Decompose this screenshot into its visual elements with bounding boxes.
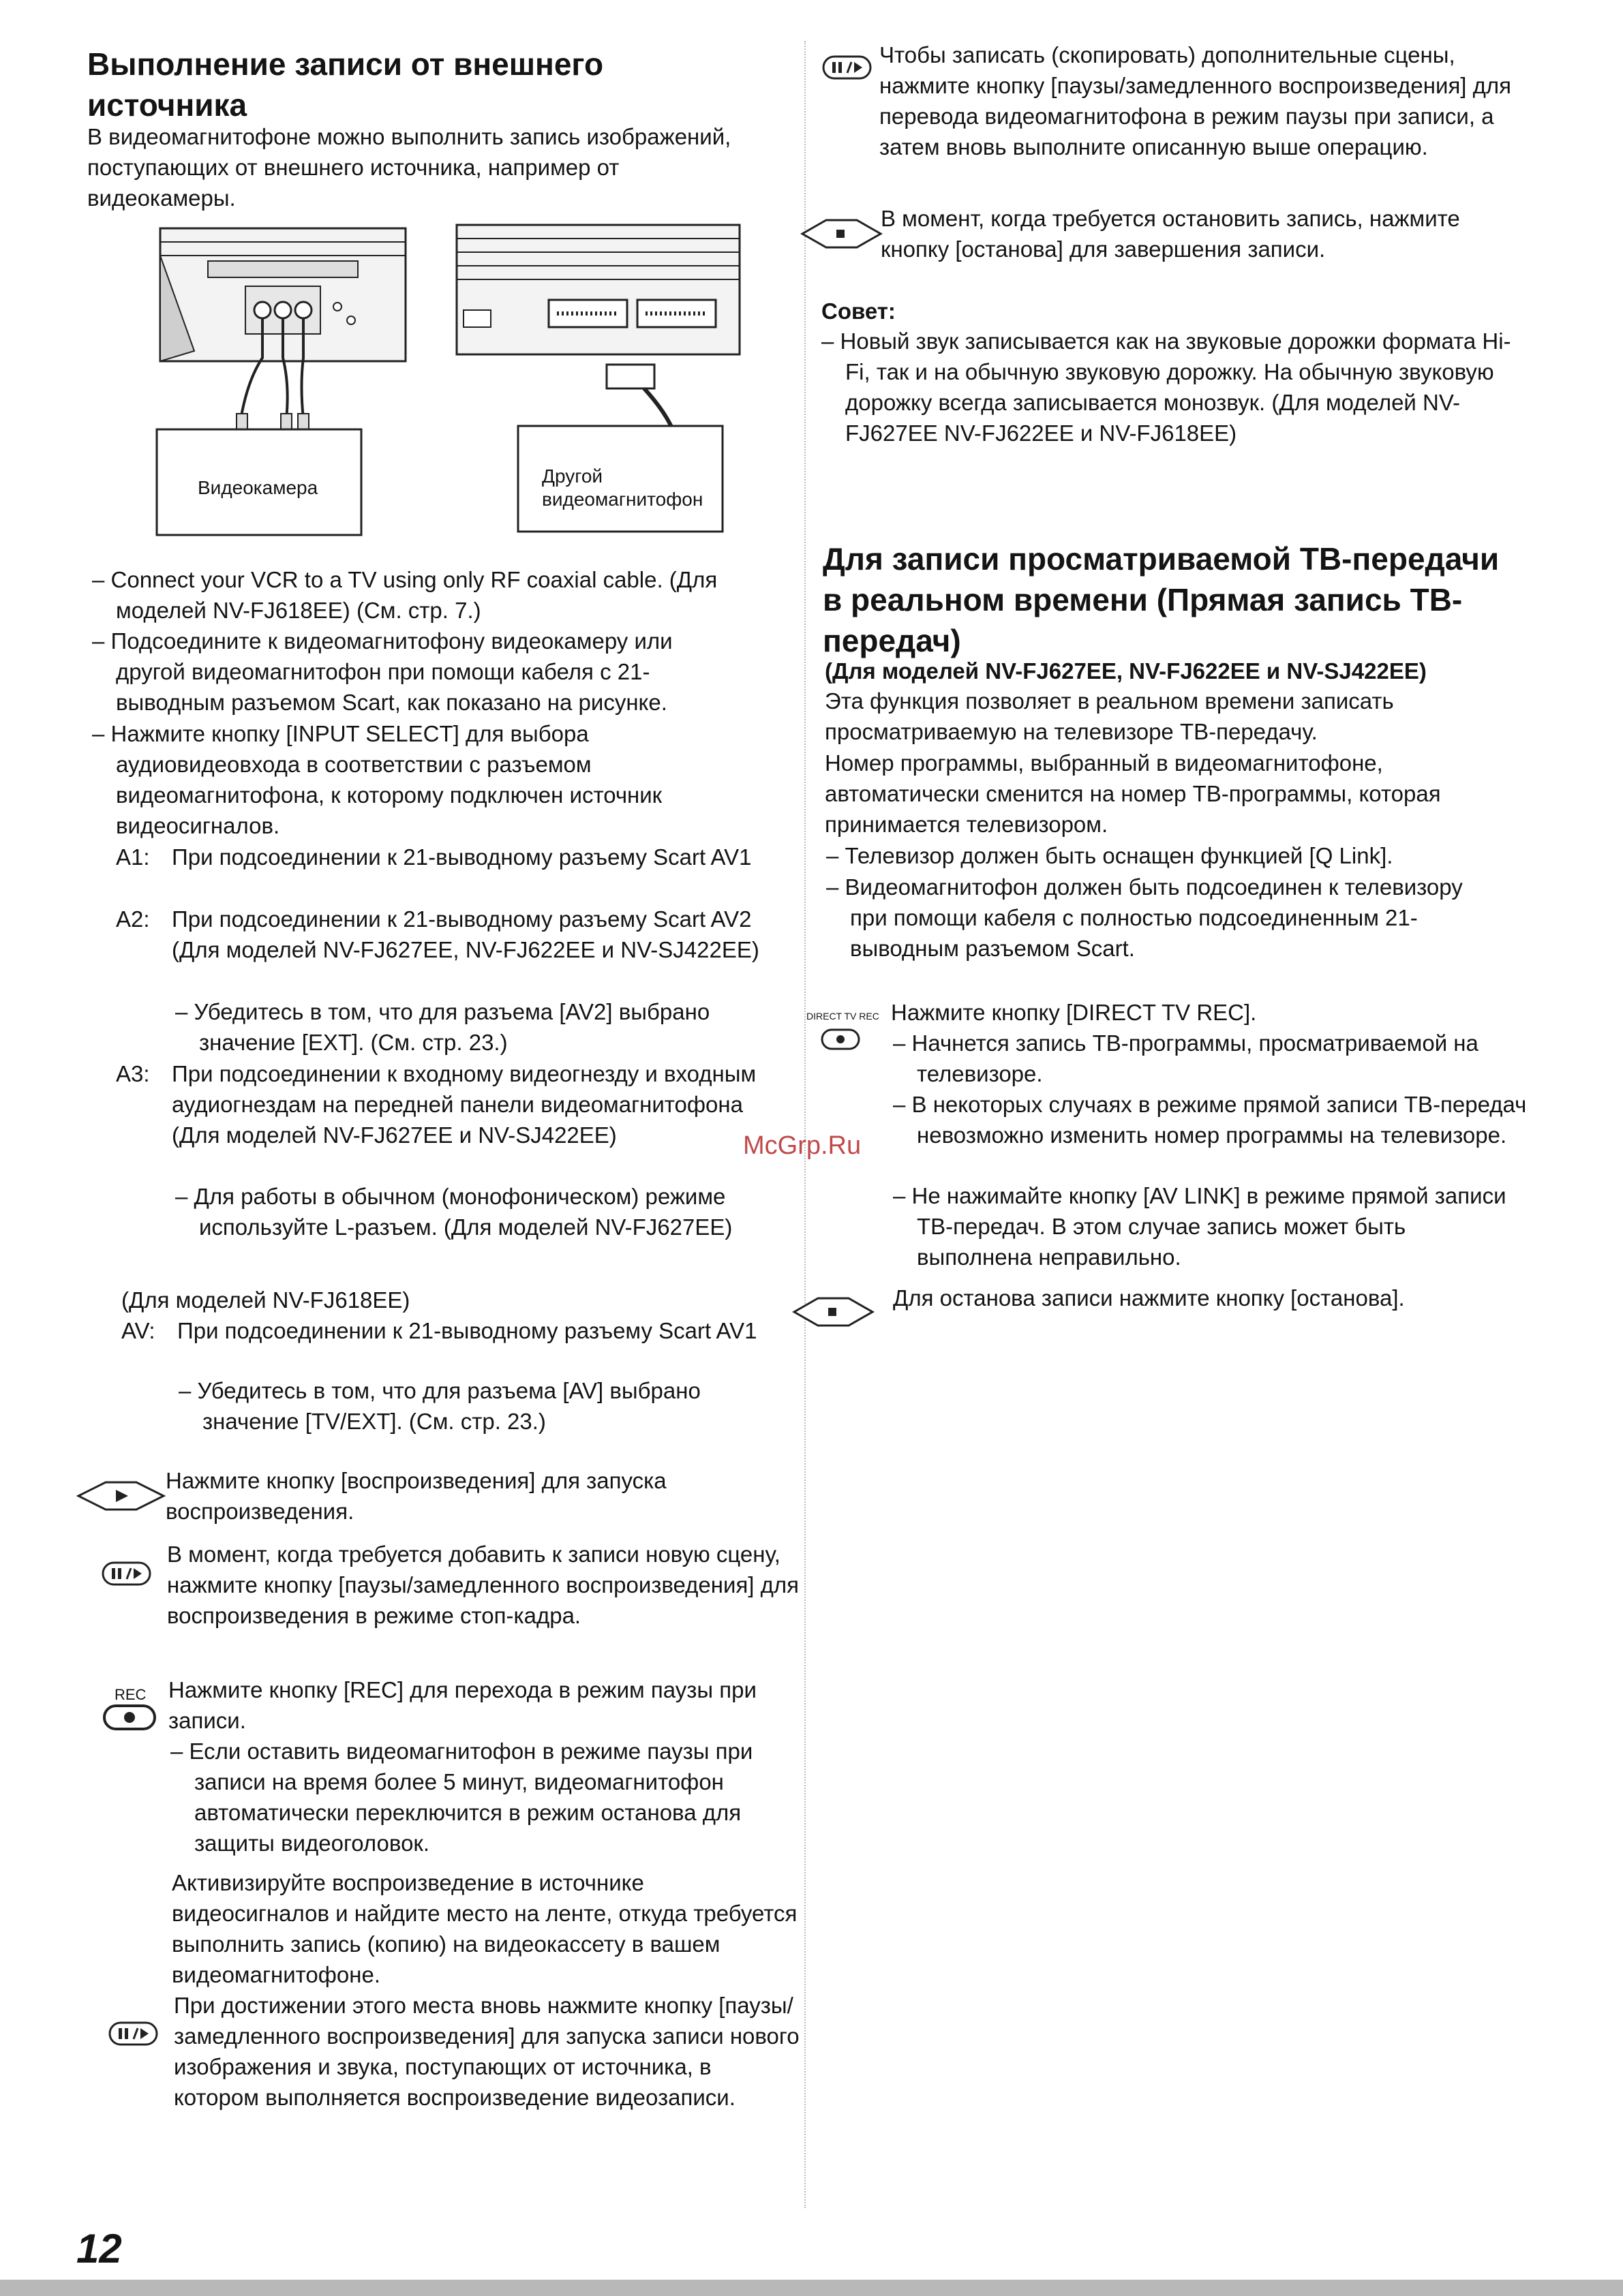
text-a3: При подсоединении к входному видеогнезду и входным аудиогнездам на передней панели видеомагнитофона (Для моделей NV-FJ627EE и NV-SJ422EE) [172, 1061, 757, 1148]
label-a1: A1: [116, 844, 150, 870]
intro-paragraph: В видеомагнитофоне можно выполнить запись изображений, поступающих от внешнего источника, например от видеокамеры. [87, 124, 731, 211]
play-button-icon [75, 1479, 167, 1513]
scart-plug [607, 365, 654, 388]
text-av-sub: – Убедитесь в том, что для разъема [AV] выбрано значение [TV/EXT]. (См. стр. 23.) [179, 1378, 701, 1434]
section-title-direct-tv-rec: Для записи просматриваемой ТВ-передачи в реальном времени (Прямая запись ТВ-передач) [823, 541, 1500, 658]
stop-button-icon [799, 217, 884, 251]
vcr-rear-panel [457, 225, 740, 354]
pause-slow-button-icon-2 [108, 2021, 159, 2047]
models-618: (Для моделей NV-FJ618EE) [121, 1287, 410, 1313]
column-divider [804, 41, 806, 2208]
watermark: McGrp.Ru [743, 1131, 862, 1160]
label-a3: A3: [116, 1061, 150, 1086]
step-press-again: При достижении этого места вновь нажмите кнопку [паузы/замедленного воспроизведения] для запуска записи нового изображения и звука, поступающих от источника, в котором выполняется воспроизведение видеозаписи. [174, 1993, 800, 2110]
step-play: Нажмите кнопку [воспроизведения] для запуска воспроизведения. [166, 1468, 667, 1524]
text-a3-sub: – Для работы в обычном (монофоническом) режиме используйте L-разъем. (Для моделей NV-FJ627EE) [175, 1184, 733, 1240]
direct-tv-rec-icon-label: DIRECT TV REC [806, 1011, 879, 1022]
direct-sub-3: – Не нажимайте кнопку [AV LINK] в режиме прямой записи ТВ-передач. В этом случае запись может быть выполнена неправильно. [893, 1183, 1506, 1270]
step-additional-scenes: Чтобы записать (скопировать) дополнительные сцены, нажмите кнопку [паузы/замедленного воспроизведения] для перевода видеомагнитофона в режим паузы при записи, а затем вновь выполните описанную выше операцию. [879, 42, 1512, 159]
requirement-qlink: – Телевизор должен быть оснащен функцией [Q Link]. [826, 843, 1393, 868]
section-title-external-recording: Выполнение записи от внешнего источника [87, 46, 604, 123]
direct-sub-1: – Начнется запись ТВ-программы, просматриваемой на телевизоре. [893, 1030, 1478, 1086]
requirement-scart: – Видеомагнитофон должен быть подсоединен к телевизору при помощи кабеля с полностью подсоединенным 21-выводным разъемом Scart. [826, 874, 1463, 961]
scan-bottom-edge [0, 2280, 1623, 2296]
label-a2: A2: [116, 906, 150, 932]
label-other-vcr-2: видеомагнитофон [542, 489, 703, 510]
step-activate-source: Активизируйте воспроизведение в источнике видеосигналов и найдите место на ленте, откуда требуется выполнить запись (копию) на видеокассету в вашем видеомагнитофоне. [172, 1870, 798, 1987]
step-stop: В момент, когда требуется остановить запись, нажмите кнопку [останова] для завершения записи. [881, 206, 1460, 262]
rec-button-icon [102, 1704, 157, 1731]
tip-heading: Совет: [821, 299, 896, 324]
text-a1: При подсоединении к 21-выводному разъему Scart AV1 [172, 844, 752, 870]
step-rec-sub: – Если оставить видеомагнитофон в режиме паузы при записи на время более 5 минут, видеомагнитофон автоматически переключится в режим останова для защиты видеоголовок. [170, 1739, 753, 1856]
step-stop-recording: Для останова записи нажмите кнопку [останова]. [893, 1285, 1405, 1311]
models-direct: (Для моделей NV-FJ627EE, NV-FJ622EE и NV-SJ422EE) [825, 658, 1427, 684]
page-number: 12 [76, 2226, 122, 2271]
text-a2-sub: – Убедитесь в том, что для разъема [AV2] выбрано значение [EXT]. (См. стр. 23.) [175, 999, 710, 1055]
bullet-input-select: – Нажмите кнопку [INPUT SELECT] для выбора аудиовидеовхода в соответствии с разъемом видеомагнитофона, к которому подключен источник видеосигналов. [92, 721, 663, 838]
pause-slow-button-icon [101, 1561, 152, 1587]
bullet-connect-scart: – Подсоедините к видеомагнитофону видеокамеру или другой видеомагнитофон при помощи кабеля с 21-выводным разъемом Scart, как показано на рисунке. [92, 628, 673, 715]
direct-sub-2: – В некоторых случаях в режиме прямой записи ТВ-передач невозможно изменить номер программы на телевизоре. [893, 1092, 1527, 1148]
text-a2: При подсоединении к 21-выводному разъему Scart AV2 (Для моделей NV-FJ627EE, NV-FJ622EE и NV-SJ422EE) [172, 906, 759, 962]
label-other-vcr-1: Другой [542, 465, 603, 487]
tip-text: – Новый звук записывается как на звуковые дорожки формата Hi-Fi, так и на обычную звуковую дорожку. На обычную звуковую дорожку всегда записывается монозвук. (Для моделей NV-FJ627EE NV-FJ622EE и NV-FJ618EE) [821, 328, 1511, 446]
rec-icon-label: REC [115, 1686, 147, 1703]
bullet-rf-cable: – Connect your VCR to a TV using only RF coaxial cable. (Для моделей NV-FJ618EE) (См. стр. 7.) [92, 567, 718, 623]
step-rec: Нажмите кнопку [REC] для перехода в режим паузы при записи. [168, 1677, 757, 1733]
label-camera: Видеокамера [198, 477, 318, 498]
stop-button-icon-2 [791, 1295, 876, 1329]
pause-slow-button-icon-3 [821, 55, 873, 80]
step-direct-tv-rec: Нажмите кнопку [DIRECT TV REC]. [891, 1000, 1257, 1025]
direct-tv-rec-button-icon [820, 1028, 861, 1051]
direct-desc-1: Эта функция позволяет в реальном времени записать просматриваемую на телевизоре ТВ-передачу. [825, 688, 1394, 744]
direct-desc-2: Номер программы, выбранный в видеомагнитофоне, автоматически сменится на номер ТВ-программы, которая принимается телевизором. [825, 750, 1441, 837]
step-pause: В момент, когда требуется добавить к записи новую сцену, нажмите кнопку [паузы/замедленного воспроизведения] для воспроизведения в режиме стоп-кадра. [167, 1542, 800, 1628]
label-av: AV: [121, 1318, 155, 1343]
text-av: При подсоединении к 21-выводному разъему Scart AV1 [177, 1318, 757, 1343]
